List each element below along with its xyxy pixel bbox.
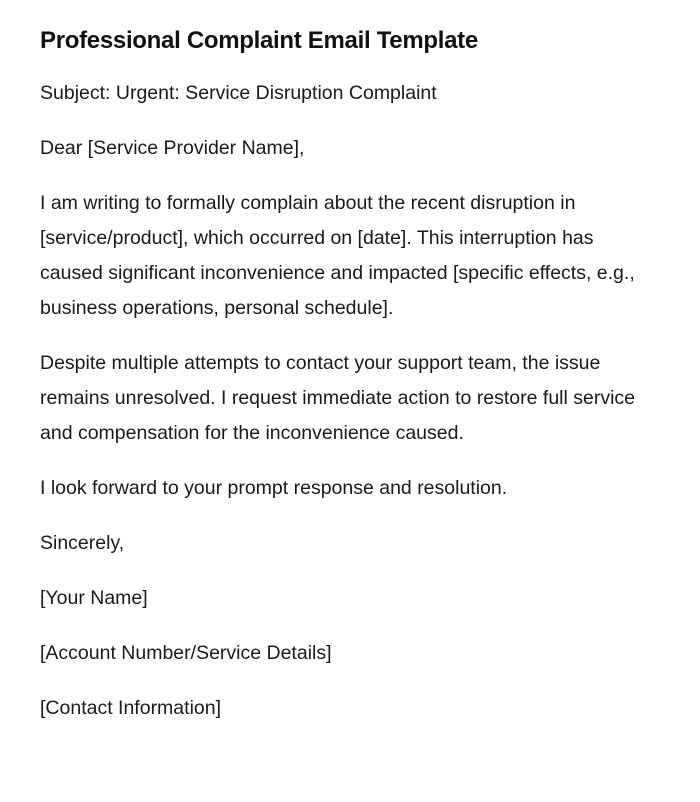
signature-name: [Your Name]	[40, 587, 148, 609]
signature-account-details: [Account Number/Service Details]	[40, 642, 332, 664]
email-closing: Sincerely,	[40, 532, 125, 554]
email-body-paragraph-2: Despite multiple attempts to contact your support team, the issue remains unresolved. I request immediate action to restore full service and compensation for the inconvenience caused.	[40, 352, 636, 444]
document-title: Professional Complaint Email Template	[40, 27, 478, 54]
email-salutation: Dear [Service Provider Name],	[40, 137, 305, 159]
email-body-paragraph-3: I look forward to your prompt response and resolution.	[40, 477, 508, 499]
email-subject-line: Subject: Urgent: Service Disruption Complaint	[40, 82, 437, 104]
signature-contact-information: [Contact Information]	[40, 697, 222, 719]
email-body-paragraph-1: I am writing to formally complain about the recent disruption in [service/product], which occurred on [date]. This interruption has caused significant inconvenience and impacted [specific effects, e.g., business operations, personal schedule].	[40, 192, 635, 319]
